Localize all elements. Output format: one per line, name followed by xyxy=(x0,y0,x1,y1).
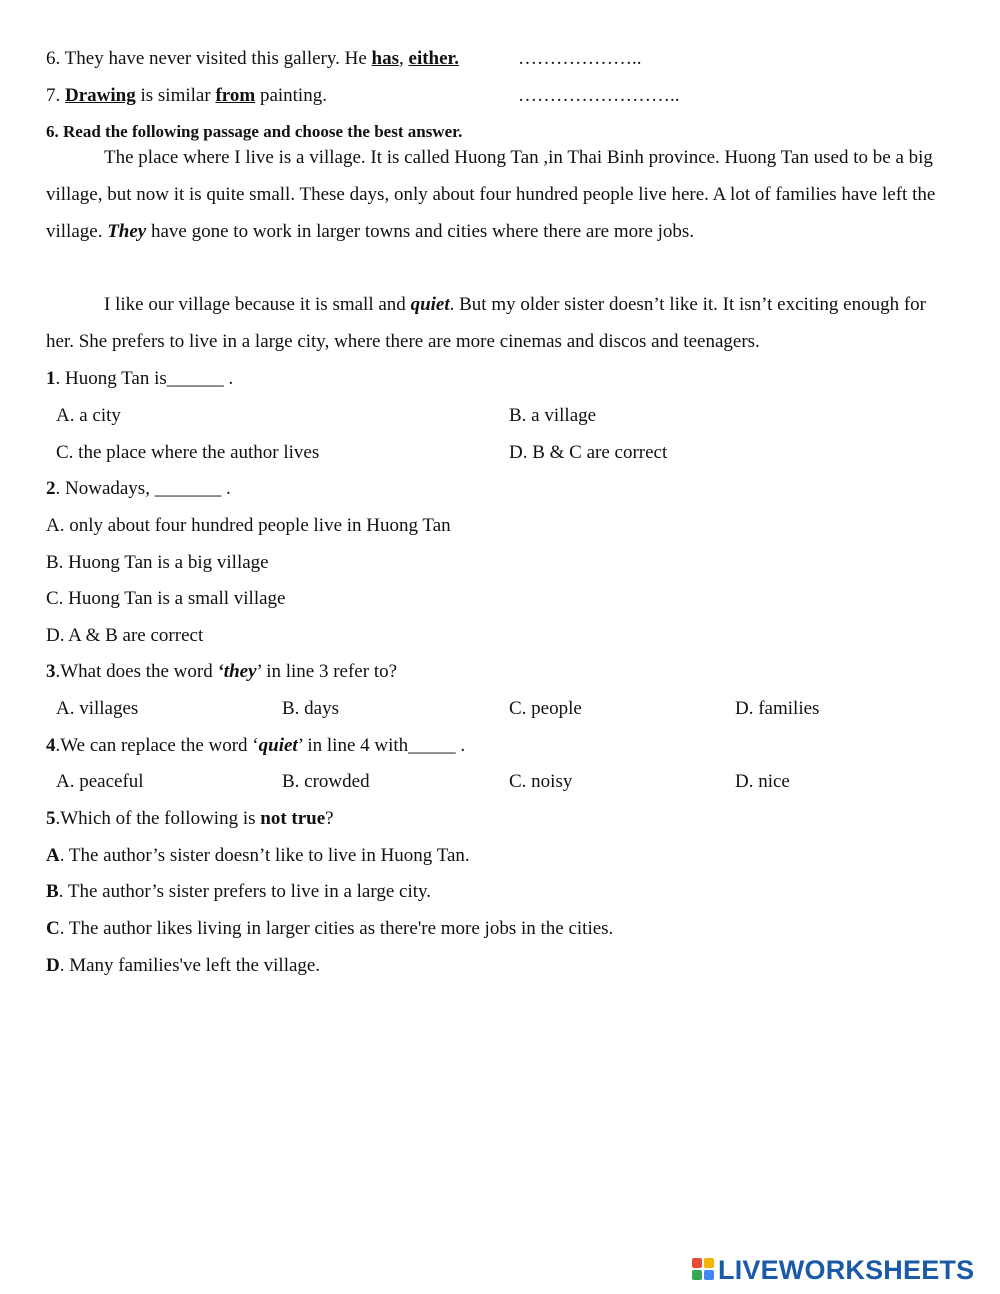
logo-square-1 xyxy=(692,1258,702,1268)
section-heading: 6. Read the following passage and choose the best answer. xyxy=(46,122,463,141)
underlined-drawing: Drawing xyxy=(65,85,136,106)
q1-option-a[interactable]: A. a city xyxy=(56,405,121,426)
q4-option-b[interactable]: B. crowded xyxy=(282,771,370,792)
q3-option-a[interactable]: A. villages xyxy=(56,698,139,719)
q5-option-a[interactable]: A. The author’s sister doesn’t like to live in Huong Tan. xyxy=(46,845,470,866)
q5-option-d[interactable]: D. Many families've left the village. xyxy=(46,955,321,976)
q4-option-c[interactable]: C. noisy xyxy=(509,771,573,792)
logo-square-2 xyxy=(704,1258,714,1268)
q2-option-d[interactable]: D. A & B are correct xyxy=(46,625,204,646)
q1-option-b[interactable]: B. a village xyxy=(509,405,597,426)
liveworksheets-logo xyxy=(690,1256,990,1284)
question-2: 2. Nowadays, _______ . xyxy=(46,478,231,499)
q5-option-b[interactable]: B. The author’s sister prefers to live in a large city. xyxy=(46,881,432,902)
question-1: 1. Huong Tan is______ . xyxy=(46,368,234,389)
q2-option-b[interactable]: B. Huong Tan is a big village xyxy=(46,552,269,573)
question-4: 4.We can replace the word ‘quiet’ in line 4 with_____ . xyxy=(46,735,466,756)
passage-paragraph-2: I like our village because it is small and quiet. But my older sister doesn’t like it. It isn’t exciting enough for her. She prefers to live in a large city, where there are more cinemas and discos and teenagers. xyxy=(46,294,926,352)
emphasis-they: They xyxy=(107,220,147,242)
q3-option-c[interactable]: C. people xyxy=(509,698,582,719)
answer-blank-7[interactable]: …………………….. xyxy=(518,85,680,106)
q1-option-d[interactable]: D. B & C are correct xyxy=(509,442,668,463)
q3-option-d[interactable]: D. families xyxy=(735,698,820,719)
emphasis-quiet: quiet xyxy=(410,294,450,315)
logo-square-3 xyxy=(692,1270,702,1280)
underlined-either: either. xyxy=(408,48,459,69)
passage-paragraph-1: The place where I live is a village. It is called Huong Tan ,in Thai Binh province. Huong Tan used to be a big village, but now it is quite small. These days, only about four hundred people live here. A lot of families have left the village. They have gone to work in larger towns and cities where there are more jobs. xyxy=(46,147,936,242)
logo-square-4 xyxy=(704,1270,714,1280)
question-5: 5.Which of the following is not true? xyxy=(46,808,334,829)
q4-option-a[interactable]: A. peaceful xyxy=(56,771,144,792)
underlined-from: from xyxy=(215,85,256,106)
logo-squares-icon xyxy=(692,1258,714,1280)
question-3: 3.What does the word ‘they’ in line 3 refer to? xyxy=(46,661,398,682)
q1-option-c[interactable]: C. the place where the author lives xyxy=(56,442,320,463)
item-6: 6. They have never visited this gallery. He has, either. ……………….. xyxy=(46,48,642,69)
q3-option-b[interactable]: B. days xyxy=(282,698,339,719)
underlined-has: has xyxy=(371,48,400,69)
q4-option-d[interactable]: D. nice xyxy=(735,771,790,792)
answer-blank-6[interactable]: ……………….. xyxy=(518,48,642,69)
logo-text: LIVEWORKSHEETS xyxy=(718,1255,975,1285)
q5-option-c[interactable]: C. The author likes living in larger cities as there're more jobs in the cities. xyxy=(46,918,614,939)
q2-option-a[interactable]: A. only about four hundred people live in Huong Tan xyxy=(46,515,451,536)
item-7: 7. Drawing is similar from painting. …………………….. xyxy=(46,85,680,106)
q2-option-c[interactable]: C. Huong Tan is a small village xyxy=(46,588,286,609)
